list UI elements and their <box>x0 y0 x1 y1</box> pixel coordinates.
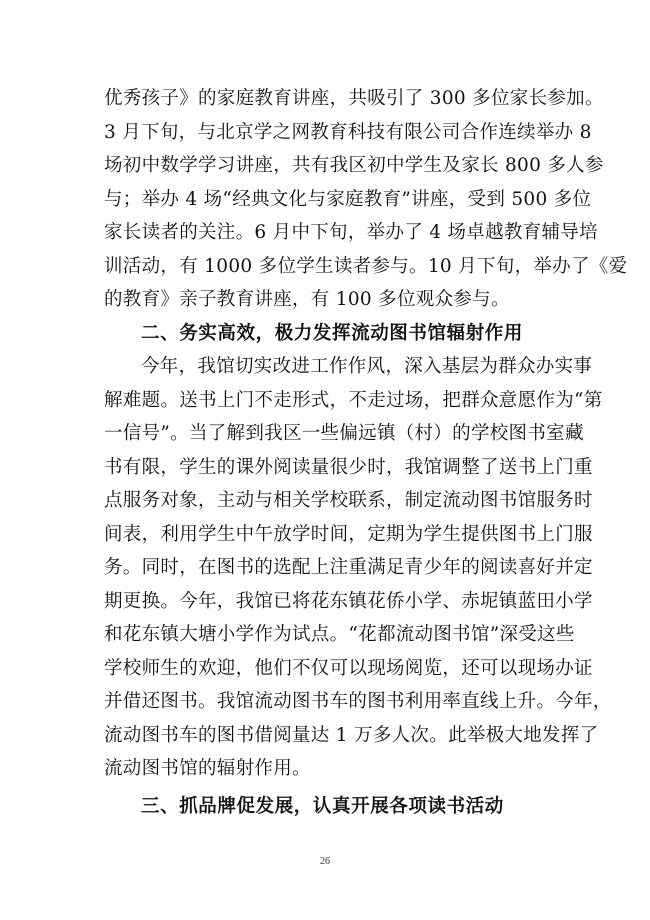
paragraph-line: 训活动，有 1000 多位学生读者参与。10 月下旬，举办了《爱 <box>104 255 628 277</box>
section-heading: 三、抓品牌促发展，认真开展各项读书活动 <box>141 795 504 817</box>
paragraph-line: 务。同时，在图书的选配上注重满足青少年的阅读喜好并定 <box>104 557 593 578</box>
paragraph-line: 流动图书馆的辐射作用。 <box>104 758 311 779</box>
paragraph-line: 今年，我馆切实改进工作作风，深入基层为群众办实事 <box>141 356 593 377</box>
paragraph-line: 的教育》亲子教育讲座，有 100 多位观众参与。 <box>104 289 510 310</box>
paragraph-line: 间表，利用学生中午放学时间，定期为学生提供图书上门服 <box>104 523 593 545</box>
paragraph-line: 家长读者的关注。6 月中下旬，举办了 4 场卓越教育辅导培 <box>104 222 598 243</box>
paragraph-line: 学校师生的欢迎，他们不仅可以现场阅览，还可以现场办证 <box>104 657 593 679</box>
paragraph-line: 和花东镇大塘小学作为试点。“花都流动图书馆”深受这些 <box>104 624 575 645</box>
section-heading: 二、务实高效，极力发挥流动图书馆辐射作用 <box>141 322 524 344</box>
paragraph-line: 解难题。送书上门不走形式，不走过场，把群众意愿作为“第 <box>104 389 603 411</box>
paragraph-line: 与；举办 4 场“经典文化与家庭教育”讲座，受到 500 多位 <box>104 188 592 210</box>
paragraph-line: 场初中数学学习讲座，共有我区初中学生及家长 800 多人参 <box>104 155 604 176</box>
paragraph-line: 期更换。今年，我馆已将花东镇花侨小学、赤坭镇蓝田小学 <box>104 590 593 612</box>
paragraph-line: 3 月下旬，与北京学之网教育科技有限公司合作连续举办 8 <box>104 121 592 143</box>
page-number: 26 <box>320 856 330 867</box>
paragraph-line: 优秀孩子》的家庭教育讲座，共吸引了 300 多位家长参加。 <box>104 88 604 109</box>
paragraph-line: 流动图书车的图书借阅量达 1 万多人次。此举极大地发挥了 <box>104 724 599 746</box>
paragraph-line: 一信号”。当了解到我区一些偏远镇（村）的学校图书室藏 <box>104 423 584 444</box>
paragraph-line: 书有限，学生的课外阅读量很少时，我馆调整了送书上门重 <box>104 456 593 478</box>
paragraph-line: 点服务对象，主动与相关学校联系，制定流动图书馆服务时 <box>104 490 593 511</box>
paragraph-line: 并借还图书。我馆流动图书车的图书利用率直线上升。今年， <box>104 691 612 712</box>
